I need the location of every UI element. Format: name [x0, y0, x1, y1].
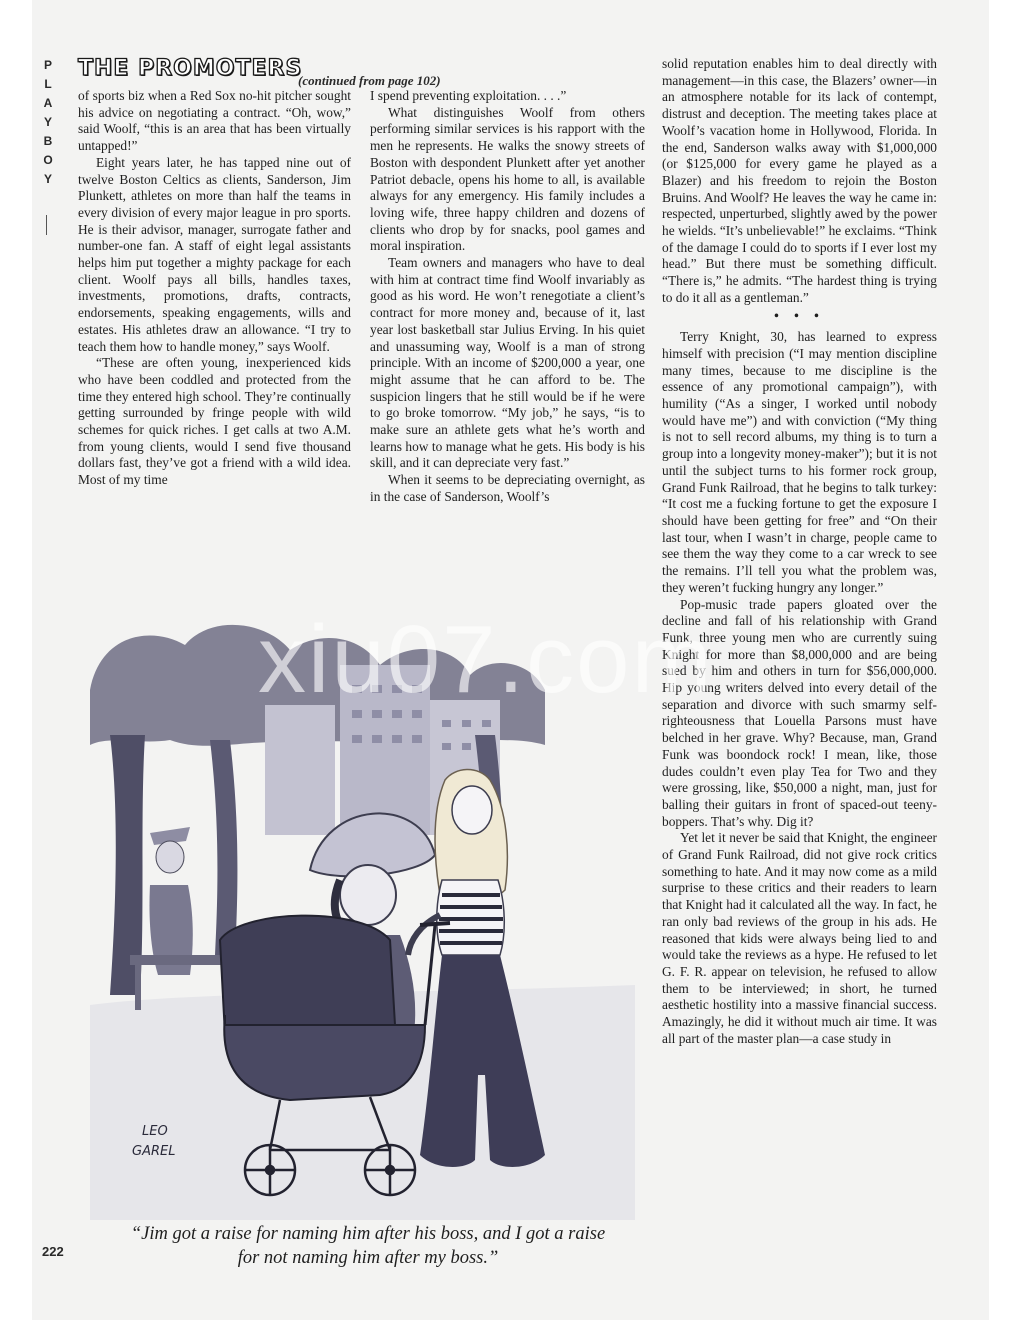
paragraph: When it seems to be depreciating overnight, as in the case of Sanderson, Woolf’s [370, 472, 645, 504]
paragraph: “These are often young, inexperienced kids who have been coddled and protected from the time they entered high school. They’re continually getting surrounded by fringe people with wild schemes for quick riches. I get calls at two A.M. from young clients, would I send five thousand dollars fast, they’ve got a friend with a wild idea. Most of my time [78, 355, 351, 488]
watermark: xiu07.com [258, 606, 714, 713]
text-column-3 [662, 56, 937, 1047]
text-column-2 [370, 88, 645, 506]
paragraph: Yet let it never be said that Knight, the engineer of Grand Funk Railroad, did not give rock critics something to hate. And it may now come as a mild surprise to these critics and their readers to learn that Knight had it calculated all the way. In fact, he ran only bad reviews of the group in his ads. He reasoned that kids were always being lied to and would take the reviews as a hype. He refused to let G. F. R. appear on television, he refused to allow them to be interviewed; in short, he turned aesthetic hostility into a massive financial success. Amazingly, he did it without much air time. It was all part of the master plan—a case study in [662, 830, 937, 1046]
paragraph: Terry Knight, 30, has learned to express himself with precision (“I may mention discipline many times, because to me discipline is the essence of any promotional campaign”), with humility (“As a singer, I worked until nobody would have me”) and with conviction (“My thing is not to sell record albums, my thing is to turn a group into a longevity money-maker”); but it is not until the subject turns to his former rock group, Grand Funk Railroad, that he begins to talk turkey: “It cost me a fucking fortune to get the exposure I should have been getting for free” and “On their last tour, when I wasn’t in charge, people came to see them the way they come to a car wreck to see the remains. I’ll tell you what the problem was, they weren’t fucking hungry any longer.” [662, 329, 937, 595]
paragraph: Team owners and managers who have to deal with him at contract time find Woolf invariably as good as his word. He won’t renegotiate a client’s contract for more money and, because of it, last year lost basketball star Julius Erving. In his quiet and unassuming way, Woolf is a man of strong principle. With an income of $200,000 a year, one might assume that he can afford to be. The suspicion lingers that he still would be if he were to go broke tomorrow. “My job,” he says, “is to make sure an athlete gets what he’s worth and learns how to manage what he gets. His body is his skill, and it can depreciate very fast.” [370, 255, 645, 471]
paragraph: solid reputation enables him to deal directly with management—in this case, the Blazers’ owner—in an atmosphere notable for its lack of contempt, distrust and deception. The meeting takes place at Woolf’s vacation home in Hollywood, Florida. In the end, Sanderson walks away with $1,000,000 (or $125,000 for every game he played as a Blazer) and his freedom to rejoin the Boston Bruins. And Woolf? He leaves the way he came in: respected, unperturbed, slightly awed by the power he wields. “It’s unbelievable!” he exclaims. “Think of the damage I could do to sports if I ever lost my head.” But there must be something difficult. “There is,” he admits. “The hardest thing is trying to do it all as a gentleman.” [662, 56, 937, 305]
paragraph: Pop-music trade papers gloated over the decline and fall of his relationship with Grand Funk, three young men who are currently suing Knight for more than $8,000,000 and are being sued by him and others in turn for $56,000,000. Hip young writers delved into every detail of the separation and divorce with such smarmy self-righteousness that Louella Parsons must have belched in her grave. Why? Because, man, Grand Funk was boondock rock! I mean, like, those dudes couldn’t even play Tea for Two and they were grossing, like, $50,000 a night, man, just for balling their guitars in front of spaced-out teeny-boppers. That’s why. Dig it? [662, 596, 937, 829]
page-number: 222 [42, 1244, 64, 1259]
cartoon-caption: “Jim got a raise for naming him after his boss, and I got a raise for not naming him after my boss.” [130, 1224, 606, 1268]
tree-trunk [210, 740, 237, 955]
paragraph: What distinguishes Woolf from others performing similar services is his rapport with the men he represents. He walks the snowy streets of Boston with despondent Plunkett after yet another Patriot debacle, opens his home to all, is available always for any emergency. His family includes a loving wife, three happy children and dozens of clients who drop by for snacks, pool games and moral inspiration. [370, 104, 645, 254]
spine-rule [46, 215, 47, 235]
artist-signature: GAREL [132, 1144, 176, 1159]
artist-signature: LEO [142, 1124, 168, 1139]
magazine-spine-label: P L A Y B O Y [43, 58, 53, 186]
section-break: • • • [774, 307, 825, 323]
paragraph: I spend preventing exploitation. . . .” [370, 88, 567, 103]
continued-note: (continued from page 102) [298, 73, 441, 88]
text-column-1 [78, 88, 351, 489]
paragraph: of sports biz when a Red Sox no-hit pitcher sought his advice on negotiating a contract. “Oh, wow,” said Woolf, “this is an area that has been virtually untapped!” [78, 88, 351, 154]
article-title: THE PROMOTERS [78, 56, 303, 81]
paragraph: Eight years later, he has tapped nine out of twelve Boston Celtics as clients, Sanderson, Jim Plunkett, athletes on more than half the teams in every division of every major league in pro sports. He is their advisor, manager, surrogate father and number-one fan. A staff of eight legal assistants helps him put together a mighty package for each client. Woolf pays all bills, handles taxes, investments, promotions, drafts, contracts, endorsements, speaking engagements, wills and estates. His athletes draw an allowance. “I try to teach them how to handle money,” says Woolf. [78, 154, 351, 354]
cartoon-illustration [90, 595, 635, 1220]
building [265, 705, 335, 835]
